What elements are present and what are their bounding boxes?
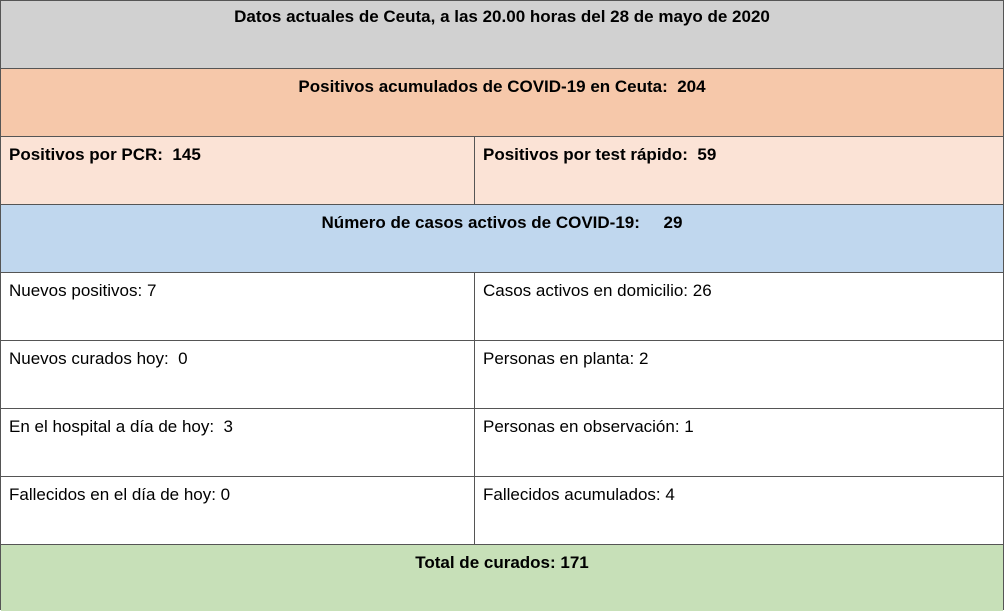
table-row [1, 341, 1003, 409]
header-row [1, 1, 1003, 69]
positivos-pcr: Positivos por PCR: 145 [1, 137, 475, 204]
positivos-test-rapido: Positivos por test rápido: 59 [483, 145, 717, 164]
en-hospital: En el hospital a día de hoy: 3 [1, 409, 475, 476]
fallecidos-acumulados: Fallecidos acumulados: 4 [483, 485, 675, 504]
table-title: Datos actuales de Ceuta, a las 20.00 horas del 28 de mayo de 2020 [234, 7, 770, 26]
fallecidos-hoy: Fallecidos en el día de hoy: 0 [1, 477, 475, 544]
nuevos-curados: Nuevos curados hoy: 0 [1, 341, 475, 408]
positivos-acumulados: Positivos acumulados de COVID-19 en Ceuta: 204 [298, 77, 706, 96]
personas-observacion: Personas en observación: 1 [483, 417, 694, 436]
casos-activos-row [1, 205, 1003, 273]
personas-planta: Personas en planta: 2 [483, 349, 649, 368]
table-row [1, 409, 1003, 477]
table-row [1, 273, 1003, 341]
casos-activos: Número de casos activos de COVID-19: 29 [321, 213, 683, 232]
positivos-breakdown-row [1, 137, 1003, 205]
table-row [1, 477, 1003, 545]
total-curados-row [1, 545, 1003, 611]
nuevos-positivos: Nuevos positivos: 7 [1, 273, 475, 340]
casos-activos-domicilio: Casos activos en domicilio: 26 [483, 281, 712, 300]
total-curados: Total de curados: 171 [415, 553, 589, 572]
positivos-acumulados-row [1, 69, 1003, 137]
